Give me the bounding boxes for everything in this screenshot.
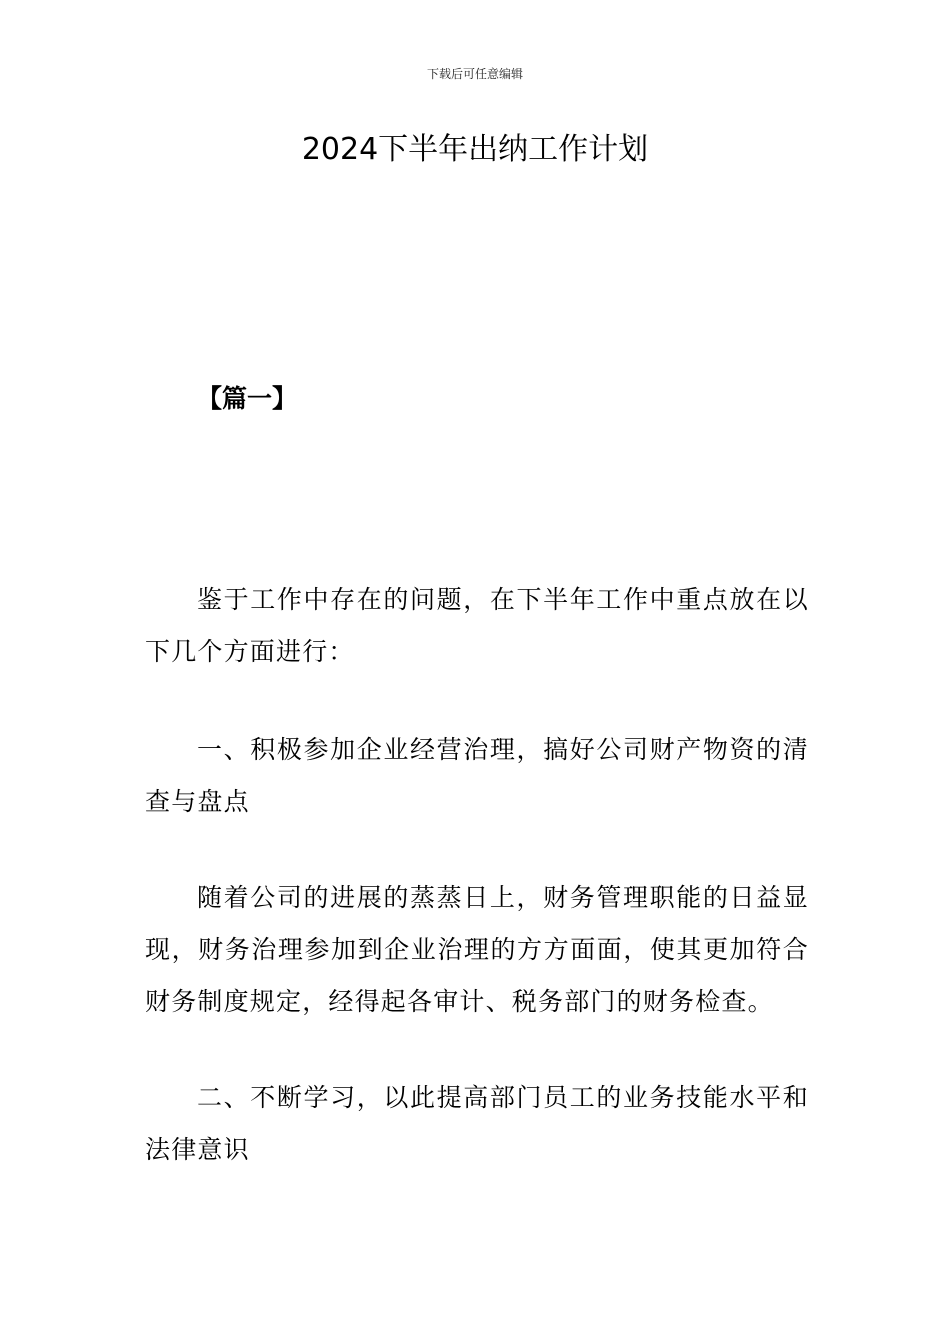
paragraph-body-one: 随着公司的进展的蒸蒸日上，财务管理职能的日益显现，财务治理参加到企业治理的方方面面，使其更加符合财务制度规定，经得起各审计、税务部门的财务检查。: [145, 883, 809, 1016]
paragraph-heading-two: 二、不断学习，以此提高部门员工的业务技能水平和法律意识: [145, 1083, 809, 1164]
document-title: 2024下半年出纳工作计划: [301, 132, 649, 167]
paragraph-heading-one: 一、积极参加企业经营治理，搞好公司财产物资的清查与盘点: [145, 735, 809, 816]
page-header-note: 下载后可任意编辑: [426, 67, 523, 81]
section-label: 【篇一】: [197, 384, 298, 413]
paragraph-intro: 鉴于工作中存在的问题，在下半年工作中重点放在以下几个方面进行：: [145, 585, 809, 666]
